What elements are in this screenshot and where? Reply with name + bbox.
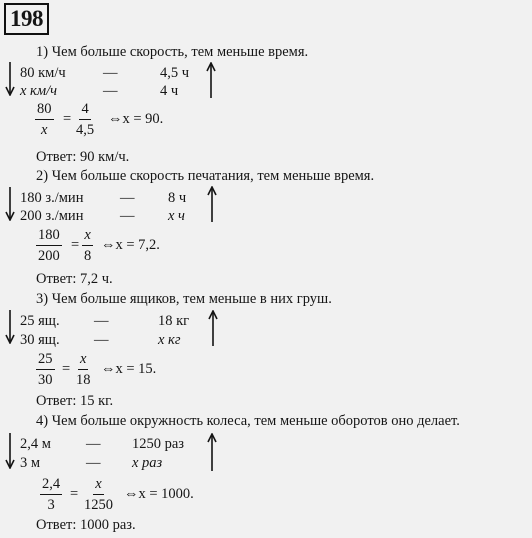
task-1-row1-dash: — (103, 65, 118, 81)
denominator: 30 (38, 371, 53, 388)
task-3-row1-dash: — (94, 313, 109, 329)
numerator: 4 (79, 102, 90, 120)
task-2-fraction-right (82, 228, 93, 263)
task-3-fraction-left (36, 352, 55, 387)
task-2-fraction-left (36, 228, 62, 263)
task-2-row1-right: 8 ч (168, 190, 187, 206)
denominator: 8 (84, 247, 92, 264)
task-4-row2-dash: — (86, 455, 101, 471)
numerator: 80 (35, 102, 54, 120)
task-3-result: ⇔x = 15. (101, 361, 157, 377)
numerator: 25 (36, 352, 55, 370)
task-4-answer: Ответ: 1000 раз. (36, 517, 136, 533)
task-4-fraction-right (82, 477, 115, 512)
task-4-result: ⇔x = 1000. (124, 486, 194, 502)
denominator: 18 (76, 371, 91, 388)
task-1-row1-left: 80 км/ч (20, 65, 66, 81)
task-4-statement: 4) Чем больше окружность колеса, тем меньше оборотов оно делает. (36, 413, 460, 429)
task-4-fraction-left (40, 477, 62, 512)
task-3-row1-left: 25 ящ. (20, 313, 60, 329)
numerator: x (82, 228, 92, 246)
task-2-row2-right: x ч (168, 208, 185, 224)
task-1-row2-right: 4 ч (160, 83, 179, 99)
task-4-row1-dash: — (86, 436, 101, 452)
task-1-row2-left: x км/ч (20, 83, 58, 99)
numerator: 2,4 (40, 477, 62, 495)
task-3-fraction-right (74, 352, 93, 387)
arrow-down-icon (5, 187, 15, 221)
arrow-up-icon (207, 186, 217, 222)
task-4-row1-right: 1250 раз (132, 436, 185, 452)
equals-sign: = (62, 361, 71, 377)
denominator: 3 (47, 496, 55, 513)
task-1-statement: 1) Чем больше скорость, тем меньше время. (36, 44, 309, 60)
denominator: 4,5 (76, 121, 95, 138)
task-3-statement: 3) Чем больше ящиков, тем меньше в них груш. (36, 291, 332, 307)
denominator: x (41, 121, 48, 138)
equals-sign: = (63, 111, 72, 127)
task-3-answer: Ответ: 15 кг. (36, 393, 114, 409)
task-3-row1-right: 18 кг (158, 313, 190, 329)
numerator: x (93, 477, 103, 495)
task-2-row1-dash: — (120, 190, 135, 206)
task-2-statement: 2) Чем больше скорость печатания, тем меньше время. (36, 168, 375, 184)
task-1-result: ⇔x = 90. (108, 111, 164, 127)
task-2-row2-dash: — (120, 208, 135, 224)
arrow-up-icon (206, 62, 216, 98)
equals-sign: = (70, 486, 79, 502)
arrow-down-icon (5, 310, 15, 344)
task-3-row2-dash: — (94, 332, 109, 348)
arrow-up-icon (207, 433, 217, 471)
task-4-row2-right: x раз (132, 455, 163, 471)
task-1-fraction-left (35, 102, 54, 137)
task-1-row2-dash: — (103, 83, 118, 99)
task-3-row2-right: x кг (158, 332, 181, 348)
task-2-row1-left: 180 з./мин (20, 190, 84, 206)
task-2-result: ⇔x = 7,2. (101, 237, 160, 253)
task-2-row2-left: 200 з./мин (20, 208, 84, 224)
denominator: 1250 (84, 496, 113, 513)
numerator: 180 (36, 228, 62, 246)
problem-number: 198 (4, 3, 49, 35)
task-4-row1-left: 2,4 м (20, 436, 51, 452)
task-1-fraction-right (74, 102, 96, 137)
denominator: 200 (38, 247, 60, 264)
arrow-down-icon (5, 62, 15, 96)
task-3-row2-left: 30 ящ. (20, 332, 60, 348)
arrow-down-icon (5, 433, 15, 469)
task-1-row1-right: 4,5 ч (160, 65, 190, 81)
arrow-up-icon (208, 310, 218, 346)
task-2-answer: Ответ: 7,2 ч. (36, 271, 113, 287)
task-4-row2-left: 3 м (20, 455, 41, 471)
numerator: x (78, 352, 88, 370)
task-1-answer: Ответ: 90 км/ч. (36, 149, 130, 165)
equals-sign: = (71, 237, 80, 253)
